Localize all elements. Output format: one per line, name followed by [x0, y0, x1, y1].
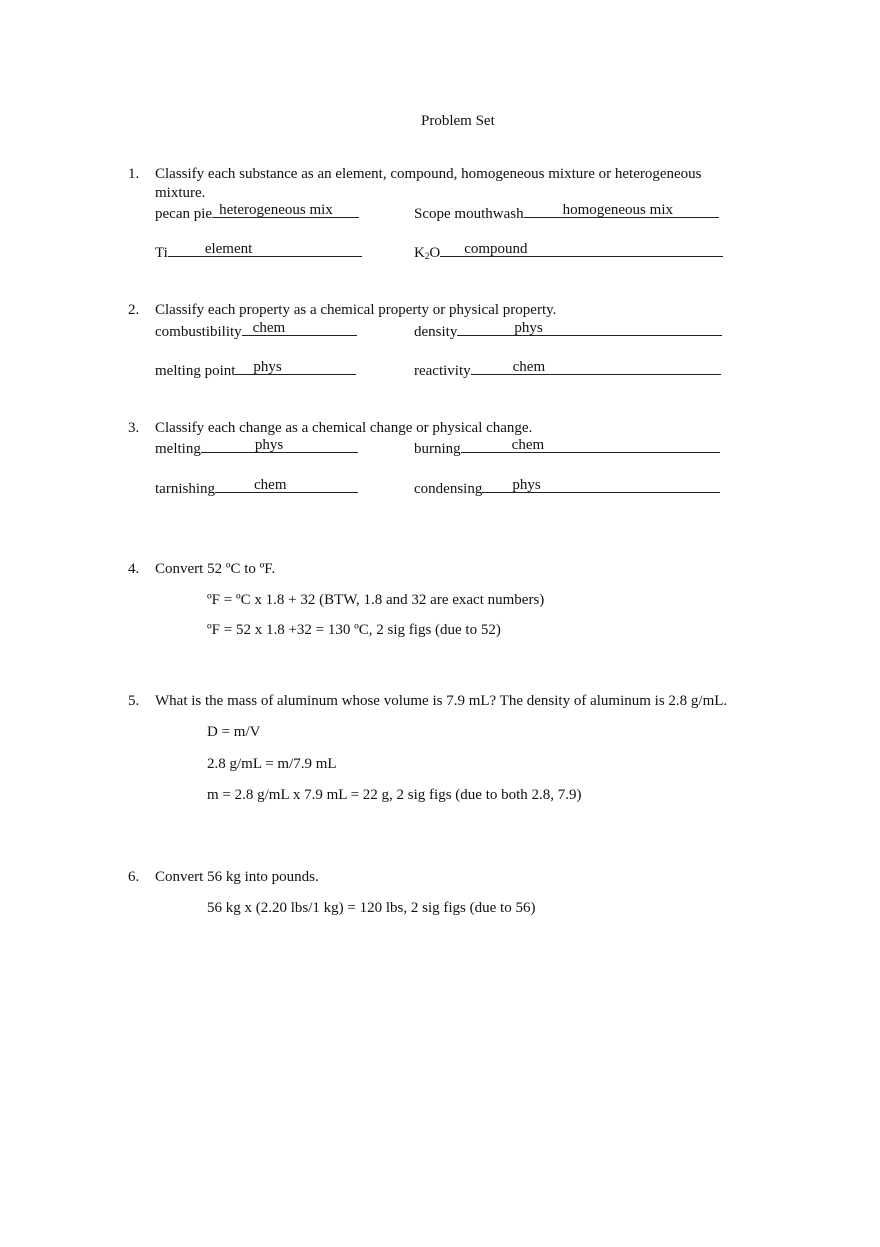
answer-text: compound: [464, 241, 528, 257]
question-3-number: 3.: [128, 420, 140, 436]
item-label: $K_2O$: [414, 245, 441, 261]
work-line: D = m/V: [207, 724, 261, 740]
answer-blank: [461, 438, 720, 453]
answer-row-tarnishing: [155, 478, 358, 498]
answer-blank: [168, 242, 362, 257]
answer-text: chem: [512, 359, 546, 375]
answer-blank: [524, 203, 719, 218]
answer-text: heterogeneous mix: [219, 202, 333, 218]
answer-text: homogeneous mix: [562, 202, 673, 218]
item-label: combustibility: [155, 324, 242, 340]
answer-text: chem: [511, 437, 545, 453]
answer-blank: [235, 360, 356, 375]
answer-row-burning: [414, 438, 720, 458]
answer-blank: [440, 242, 723, 257]
item-label: melting: [155, 441, 201, 457]
page-title: Problem Set: [421, 113, 495, 129]
answer-blank: [242, 321, 357, 336]
work-line: m = 2.8 g/mL x 7.9 mL = 22 g, 2 sig figs (due to both 2.8, 7.9): [207, 787, 582, 803]
item-label: density: [414, 324, 458, 340]
answer-text: phys: [253, 359, 282, 375]
answer-row-melting: [155, 438, 358, 458]
question-3-text: Classify each change as a chemical change or physical change.: [155, 420, 533, 436]
answer-row-melting-point: [155, 360, 356, 380]
answer-blank: [201, 438, 358, 453]
item-label: reactivity: [414, 363, 471, 379]
answer-blank: [471, 360, 721, 375]
answer-blank: [215, 478, 358, 493]
question-6-number: 6.: [128, 869, 140, 885]
item-label: pecan pie: [155, 206, 213, 222]
answer-text: element: [204, 241, 253, 257]
question-6-text: Convert 56 kg into pounds.: [155, 869, 319, 885]
answer-text: chem: [254, 477, 287, 493]
question-1-text-continued: mixture.: [155, 185, 206, 201]
question-4-text: Convert 52 ºC to ºF.: [155, 561, 276, 577]
answer-row-density: [414, 321, 722, 341]
question-2-text: Classify each property as a chemical property or physical property.: [155, 302, 557, 318]
answer-blank: [482, 478, 720, 493]
answer-row-k2o: [414, 242, 723, 262]
question-4-number: 4.: [128, 561, 140, 577]
answer-row-pecan-pie: [155, 203, 359, 223]
answer-row-reactivity: [414, 360, 721, 380]
item-label: Ti: [155, 245, 168, 261]
answer-text: phys: [514, 320, 543, 336]
answer-blank: [212, 203, 359, 218]
answer-text: phys: [254, 437, 284, 453]
item-label: condensing: [414, 481, 483, 497]
item-label: burning: [414, 441, 461, 457]
question-1-number: 1.: [128, 166, 140, 182]
work-line: 2.8 g/mL = m/7.9 mL: [207, 756, 337, 772]
answer-row-condensing: [414, 478, 720, 498]
item-label: Scope mouthwash: [414, 206, 524, 222]
answer-row-scope-mouthwash: [414, 203, 719, 223]
work-line: 56 kg x (2.20 lbs/1 kg) = 120 lbs, 2 sig figs (due to 56): [207, 900, 536, 916]
question-5-text: What is the mass of aluminum whose volume is 7.9 mL? The density of aluminum is 2.8 g/mL.: [155, 693, 728, 709]
answer-row-combustibility: [155, 321, 357, 341]
item-label: tarnishing: [155, 481, 215, 497]
answer-text: phys: [512, 477, 541, 493]
question-1-text: Classify each substance as an element, compound, homogeneous mixture or heterogeneous: [155, 166, 702, 182]
answer-row-ti: [155, 242, 362, 262]
answer-text: chem: [252, 320, 286, 336]
answer-blank: [457, 321, 722, 336]
work-line: ºF = ºC x 1.8 + 32 (BTW, 1.8 and 32 are exact numbers): [207, 592, 545, 608]
question-5-number: 5.: [128, 693, 140, 709]
work-line: ºF = 52 x 1.8 +32 = 130 ºC, 2 sig figs (due to 52): [207, 622, 501, 638]
item-label: melting point: [155, 363, 236, 379]
question-2-number: 2.: [128, 302, 140, 318]
